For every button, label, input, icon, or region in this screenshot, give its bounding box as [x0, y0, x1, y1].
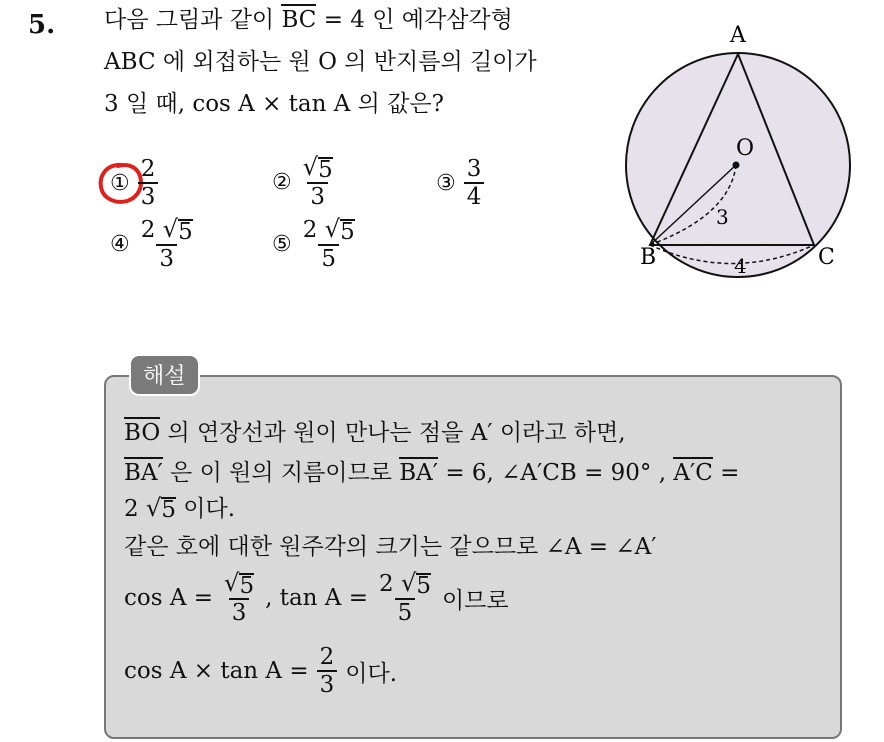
question-text: 인 예각삼각형 — [372, 7, 513, 33]
tan-expression: , tan A = — [265, 585, 368, 611]
fraction: √ 5 3 — [302, 153, 333, 210]
label-c: C — [818, 245, 835, 270]
segment-a-prime-c: A′C — [673, 457, 712, 486]
label-o: O — [736, 136, 755, 161]
question-text: 다음 그림과 같이 — [104, 7, 275, 33]
choice-number: ⑤ — [272, 231, 292, 257]
fraction: $\frac{3}{4}$ — [464, 156, 485, 210]
choice-number: ④ — [110, 231, 130, 257]
choice-number: ① — [110, 170, 130, 196]
solution-line-4: 같은 호에 대한 원주각의 크기는 같으므로 ∠A = ∠A′ — [124, 534, 657, 560]
solution-line-5 — [124, 570, 509, 626]
fraction: $\frac{2}{3}$ — [138, 156, 159, 210]
solution-text: = 6, ∠A′CB = 90° , — [445, 460, 667, 486]
choice-number: ② — [272, 169, 292, 195]
choice-4[interactable] — [110, 216, 198, 272]
solution-text: 은 이 원의 지름이므로 — [170, 460, 392, 486]
circumscribed-circle-figure — [620, 20, 880, 280]
label-side: 4 — [734, 254, 747, 278]
solution-text: 의 연장선과 원이 만나는 점을 A′ 이라고 하면, — [167, 420, 626, 446]
label-b: B — [640, 245, 657, 270]
question-eq: = 4 — [323, 7, 365, 33]
choice-2[interactable] — [272, 154, 338, 210]
question-number: 5. — [28, 10, 56, 40]
choice-1[interactable] — [110, 156, 160, 210]
choice-5[interactable] — [272, 216, 360, 272]
question-line-2: ABC 에 외접하는 원 O 의 반지름의 길이가 — [104, 49, 537, 75]
solution-tag: 해설 — [129, 354, 200, 396]
segment-bo: BO — [124, 417, 160, 446]
segment-bc: BC — [281, 4, 316, 33]
label-a: A — [730, 23, 746, 48]
choice-3[interactable] — [436, 156, 486, 210]
product-expression: cos A × tan A = — [124, 658, 309, 684]
solution-text: 이다. — [345, 660, 398, 687]
choice-number: ③ — [436, 170, 456, 196]
center-point — [733, 162, 740, 169]
label-radius: 3 — [716, 205, 729, 229]
question-line-3: 3 일 때, cos A × tan A 의 값은? — [104, 91, 444, 117]
question-line-1 — [104, 2, 513, 38]
segment-ba-prime: BA′ — [399, 457, 438, 486]
solution-text: 이므로 — [441, 587, 509, 614]
fraction: √ 5 3 — [224, 569, 255, 626]
fraction: $\frac{2}{3}$ — [317, 644, 338, 698]
solution-line-1 — [124, 414, 626, 447]
solution-line-6 — [124, 644, 397, 698]
solution-line-3: 2 √ 5 이다. — [124, 494, 236, 523]
fraction: 2 √ 5 3 — [140, 215, 193, 272]
solution-line-2 — [124, 454, 739, 487]
solution-text: 이다. — [183, 496, 236, 522]
fraction: 2 √ 5 5 — [302, 215, 355, 272]
solution-text: = — [720, 460, 740, 486]
cos-expression: cos A = — [124, 585, 214, 611]
fraction: 2 √ 5 5 — [378, 569, 431, 626]
segment-ba-prime: BA′ — [124, 457, 163, 486]
